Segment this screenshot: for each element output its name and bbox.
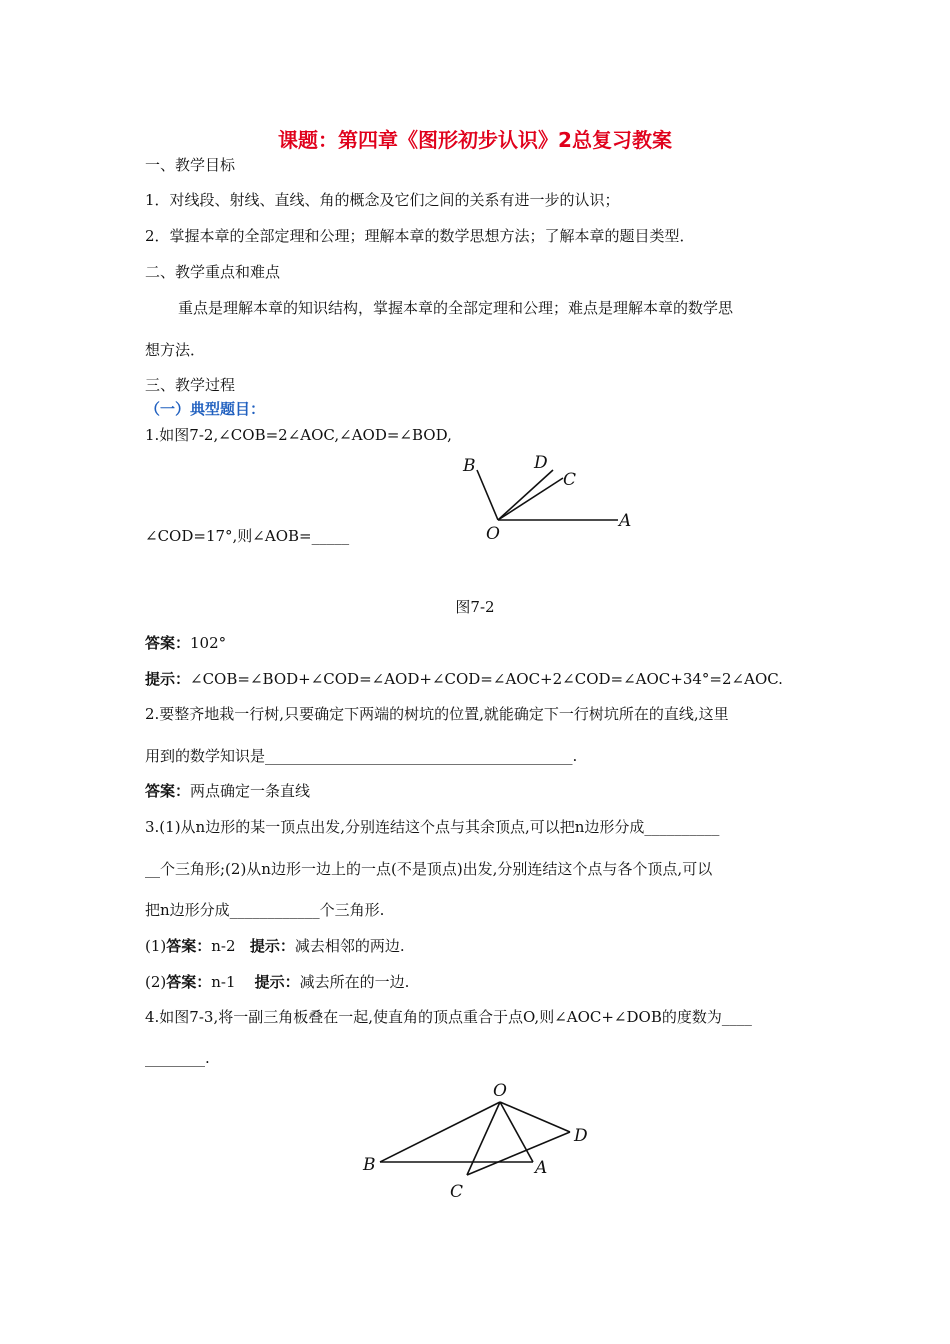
label-d: D bbox=[574, 1126, 588, 1146]
ray-oc bbox=[498, 478, 563, 520]
label-c: C bbox=[563, 470, 577, 490]
answer-value: 两点确定一条直线 bbox=[190, 782, 311, 800]
question-1-blank: ∠COD=17°,则∠AOB=_____ bbox=[145, 527, 350, 545]
answer-label: 答案： bbox=[145, 634, 191, 652]
goal-item-2: 2．掌握本章的全部定理和公理；理解本章的数学思想方法；了解本章的题目类型． bbox=[145, 227, 695, 245]
section-heading-process: 三、教学过程 bbox=[145, 376, 236, 394]
label-c: C bbox=[450, 1182, 464, 1202]
question-3-text-3: 把n边形分成____________个三角形. bbox=[145, 901, 385, 919]
hint-label: 提示： bbox=[254, 973, 300, 991]
subsection-heading: （一）典型题目： bbox=[145, 400, 266, 418]
answer-label: 答案： bbox=[166, 937, 212, 955]
segment-od bbox=[500, 1102, 570, 1132]
hint-label: 提示： bbox=[249, 937, 295, 955]
label-b: B bbox=[463, 456, 476, 476]
question-3-answer-1 bbox=[145, 935, 405, 956]
label-b: B bbox=[363, 1155, 376, 1175]
label-o: O bbox=[486, 524, 500, 544]
answer-value: n-2 bbox=[211, 937, 236, 955]
answer-index: (2) bbox=[145, 973, 167, 991]
question-1-text: 1.如图7-2,∠COB=2∠AOC,∠AOD=∠BOD, bbox=[145, 426, 452, 444]
keypoints-text-1: 重点是理解本章的知识结构，掌握本章的全部定理和公理；难点是理解本章的数学思 bbox=[178, 299, 734, 317]
hint-text: 减去相邻的两边. bbox=[294, 937, 405, 955]
question-3-text-1: 3.(1)从n边形的某一顶点出发,分别连结这个点与其余顶点,可以把n边形分成__________ bbox=[145, 818, 720, 836]
hint-text: ∠COB=∠BOD+∠COD=∠AOD+∠COD=∠AOC+2∠COD=∠AOC+34°=2∠AOC. bbox=[190, 670, 783, 688]
answer-label: 答案： bbox=[145, 782, 191, 800]
ray-ob bbox=[477, 470, 498, 520]
question-1-answer bbox=[145, 632, 226, 653]
page-title: 课题：第四章《图形初步认识》2总复习教案 bbox=[278, 128, 672, 152]
label-a: A bbox=[619, 511, 632, 531]
label-a: A bbox=[535, 1158, 548, 1178]
hint-label: 提示： bbox=[145, 670, 191, 688]
hint-text: 减去所在的一边. bbox=[299, 973, 410, 991]
question-2-answer bbox=[145, 780, 310, 801]
question-3-answer-2 bbox=[145, 971, 409, 992]
goal-item-1: 1．对线段、射线、直线、角的概念及它们之间的关系有进一步的认识； bbox=[145, 191, 620, 209]
segment-oa bbox=[500, 1102, 533, 1162]
answer-value: 102° bbox=[190, 634, 227, 652]
figure-7-2 bbox=[455, 450, 645, 545]
label-d: D bbox=[534, 453, 548, 473]
section-heading-goals: 一、教学目标 bbox=[145, 156, 236, 174]
segment-cd bbox=[467, 1132, 570, 1175]
figure-7-3 bbox=[355, 1075, 605, 1205]
figure-7-2-caption: 图7-2 bbox=[455, 598, 495, 616]
section-heading-keypoints: 二、教学重点和难点 bbox=[145, 263, 281, 281]
question-4-text: 4.如图7-3,将一副三角板叠在一起,使直角的顶点重合于点O,则∠AOC+∠DOB的度数为____ bbox=[145, 1008, 752, 1026]
answer-index: (1) bbox=[145, 937, 167, 955]
answer-label: 答案： bbox=[166, 973, 212, 991]
answer-value: n-1 bbox=[211, 973, 236, 991]
segment-ob bbox=[380, 1102, 500, 1162]
question-4-blank: ________. bbox=[145, 1049, 210, 1067]
question-1-hint bbox=[145, 668, 783, 689]
question-2-text: 2.要整齐地栽一行树,只要确定下两端的树坑的位置,就能确定下一行树坑所在的直线,这里 bbox=[145, 705, 729, 723]
question-3-text-2: __个三角形;(2)从n边形一边上的一点(不是顶点)出发,分别连结这个点与各个顶点,可以 bbox=[145, 860, 713, 878]
question-2-blank: 用到的数学知识是_________________________________________. bbox=[145, 747, 578, 765]
label-o: O bbox=[493, 1081, 507, 1101]
keypoints-text-2: 想方法． bbox=[145, 341, 206, 359]
ray-od bbox=[498, 470, 553, 520]
